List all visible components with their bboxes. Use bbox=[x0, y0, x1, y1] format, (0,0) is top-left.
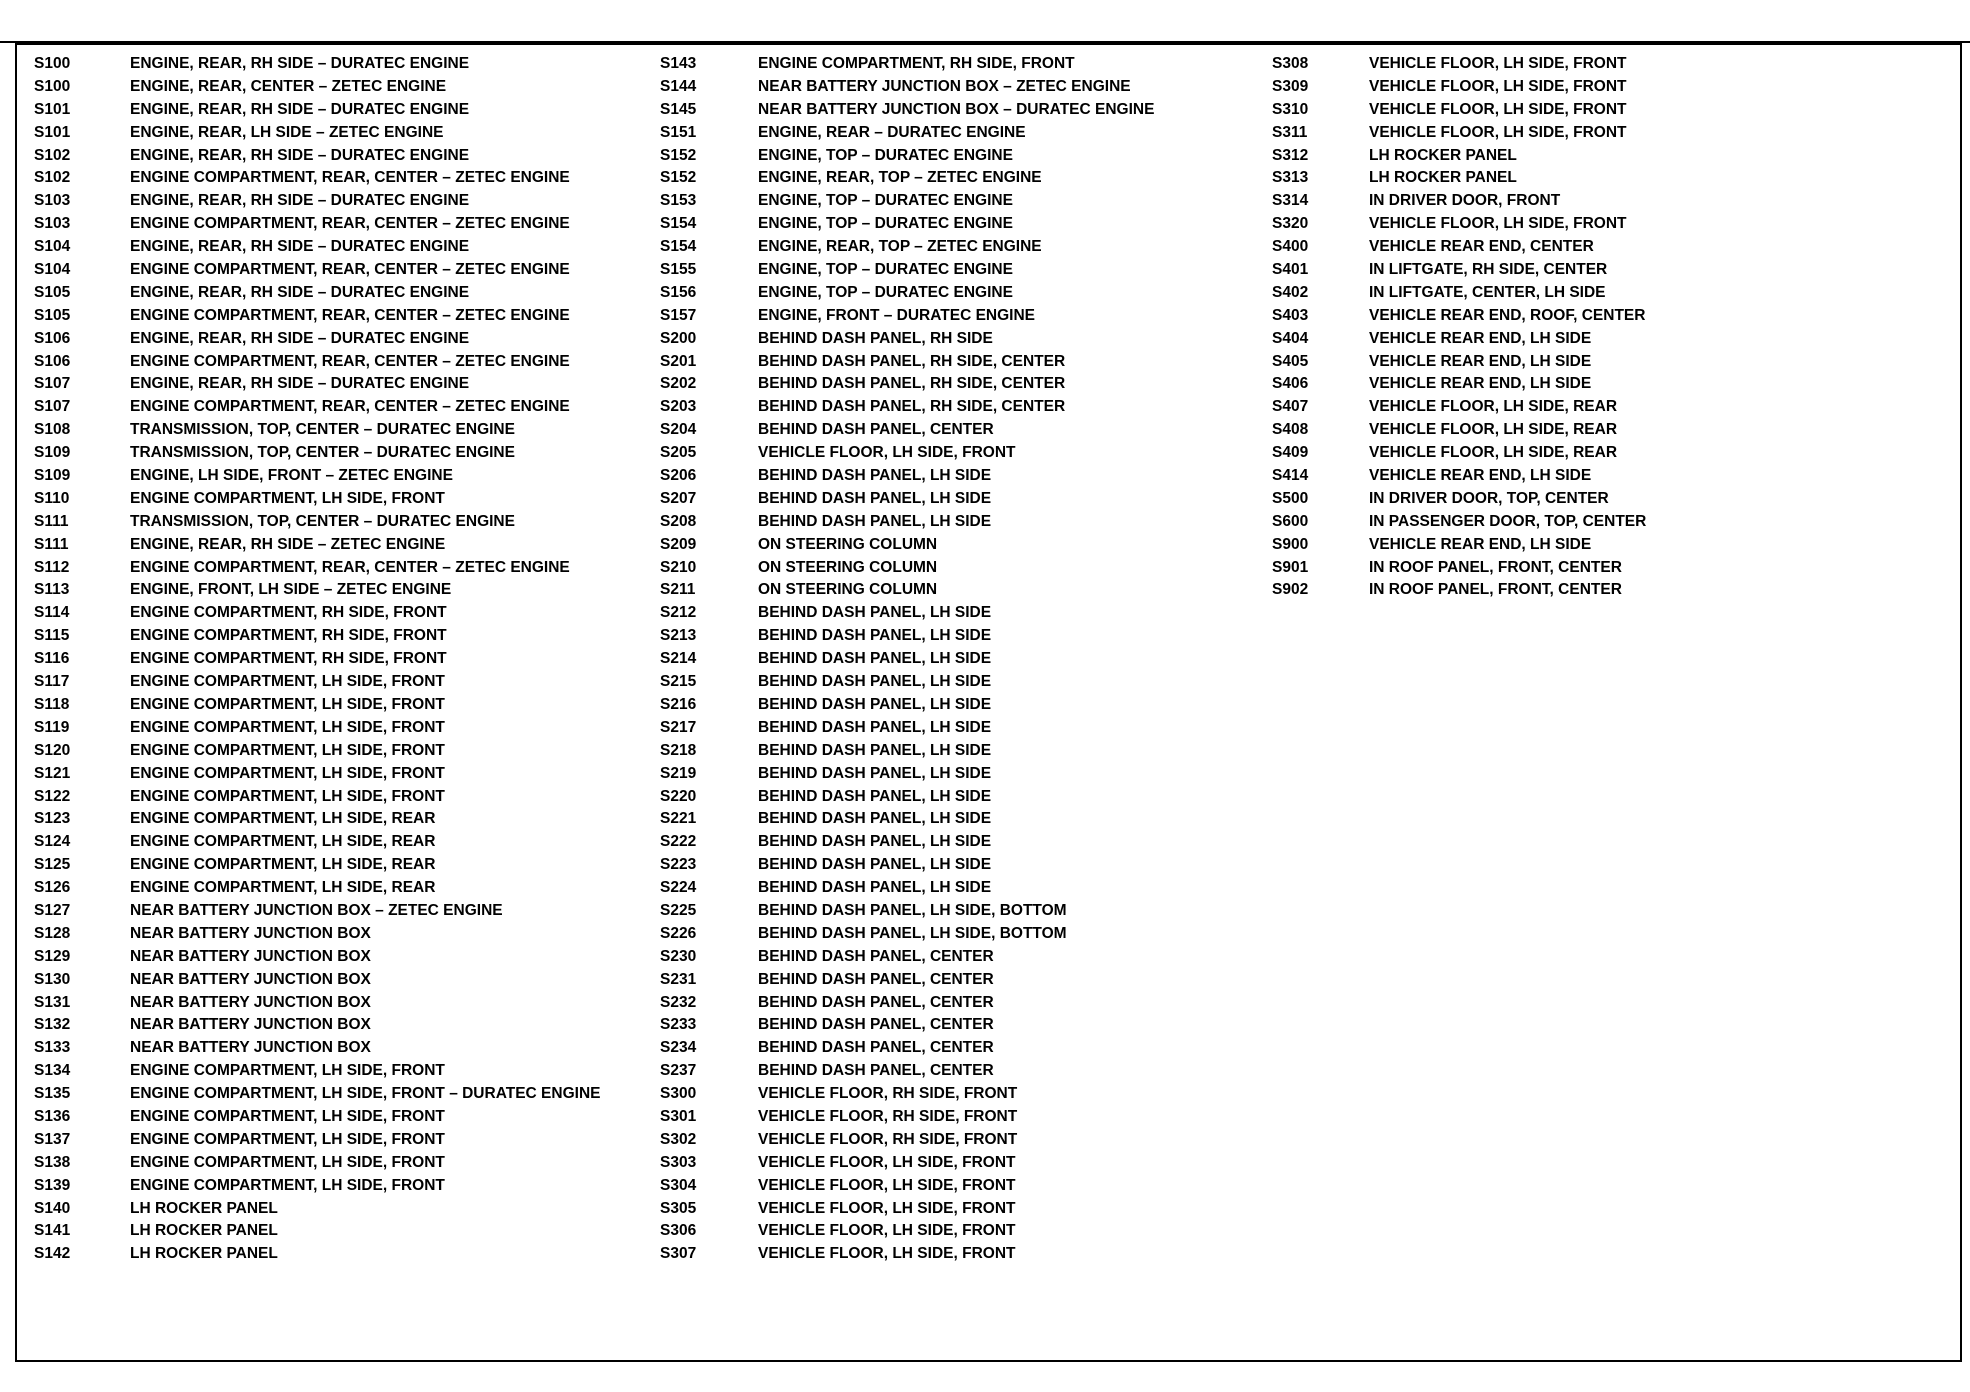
splice-location: ENGINE COMPARTMENT, REAR, CENTER – ZETEC ENGINE bbox=[130, 261, 570, 279]
splice-code: S225 bbox=[660, 901, 697, 919]
splice-code: S600 bbox=[1272, 512, 1309, 530]
splice-location: ENGINE COMPARTMENT, LH SIDE, FRONT bbox=[130, 673, 445, 691]
splice-code: S140 bbox=[34, 1199, 71, 1217]
splice-location: BEHIND DASH PANEL, LH SIDE bbox=[758, 673, 992, 691]
splice-location: ENGINE COMPARTMENT, LH SIDE, REAR bbox=[130, 833, 436, 851]
splice-code: S409 bbox=[1272, 444, 1309, 462]
splice-location: ENGINE, REAR, RH SIDE – DURATEC ENGINE bbox=[130, 192, 470, 210]
splice-location: VEHICLE REAR END, ROOF, CENTER bbox=[1369, 306, 1646, 324]
splice-location: ENGINE COMPARTMENT, LH SIDE, FRONT bbox=[130, 787, 445, 805]
splice-code: S312 bbox=[1272, 146, 1309, 164]
splice-location: BEHIND DASH PANEL, LH SIDE bbox=[758, 627, 992, 645]
splice-location: LH ROCKER PANEL bbox=[130, 1222, 278, 1240]
splice-code: S130 bbox=[34, 970, 71, 988]
splice-code: S203 bbox=[660, 398, 697, 416]
splice-location: ENGINE COMPARTMENT, REAR, CENTER – ZETEC ENGINE bbox=[130, 352, 570, 370]
splice-location: NEAR BATTERY JUNCTION BOX – ZETEC ENGINE bbox=[758, 77, 1131, 95]
splice-location: VEHICLE FLOOR, LH SIDE, FRONT bbox=[1369, 55, 1627, 72]
splice-code: S125 bbox=[34, 856, 71, 874]
splice-code: S220 bbox=[660, 787, 697, 805]
splice-location: ENGINE, TOP – DURATEC ENGINE bbox=[758, 261, 1013, 279]
splice-code: S131 bbox=[34, 993, 71, 1011]
splice-location: IN ROOF PANEL, FRONT, CENTER bbox=[1369, 581, 1622, 599]
splice-code: S215 bbox=[660, 673, 697, 691]
splice-code: S124 bbox=[34, 833, 71, 851]
splice-location: BEHIND DASH PANEL, LH SIDE bbox=[758, 879, 992, 897]
splice-code: S902 bbox=[1272, 581, 1309, 599]
splice-location: ENGINE COMPARTMENT, REAR, CENTER – ZETEC ENGINE bbox=[130, 169, 570, 187]
splice-code: S216 bbox=[660, 695, 697, 713]
splice-code: S218 bbox=[660, 741, 697, 759]
splice-location: LH ROCKER PANEL bbox=[1369, 146, 1517, 164]
splice-location: VEHICLE FLOOR, RH SIDE, FRONT bbox=[758, 1130, 1018, 1148]
splice-location: BEHIND DASH PANEL, RH SIDE bbox=[758, 329, 993, 347]
splice-location: NEAR BATTERY JUNCTION BOX bbox=[130, 993, 371, 1011]
splice-code: S234 bbox=[660, 1039, 697, 1057]
splice-code: S237 bbox=[660, 1062, 697, 1080]
splice-location: ENGINE COMPARTMENT, RH SIDE, FRONT bbox=[130, 604, 447, 622]
splice-code: S226 bbox=[660, 924, 697, 942]
splice-code: S111 bbox=[34, 512, 69, 530]
splice-code: S205 bbox=[660, 444, 697, 462]
splice-location: ENGINE, FRONT, LH SIDE – ZETEC ENGINE bbox=[130, 581, 452, 599]
splice-location: VEHICLE FLOOR, RH SIDE, FRONT bbox=[758, 1107, 1018, 1125]
splice-code: S231 bbox=[660, 970, 697, 988]
splice-code: S133 bbox=[34, 1039, 71, 1057]
splice-location: ENGINE COMPARTMENT, RH SIDE, FRONT bbox=[130, 627, 447, 645]
splice-location: BEHIND DASH PANEL, LH SIDE bbox=[758, 650, 992, 668]
splice-code: S101 bbox=[34, 100, 71, 118]
splice-location: ENGINE COMPARTMENT, LH SIDE, REAR bbox=[130, 856, 436, 874]
splice-location: VEHICLE FLOOR, LH SIDE, FRONT bbox=[1369, 215, 1627, 233]
splice-code: S212 bbox=[660, 604, 697, 622]
splice-location: ENGINE COMPARTMENT, LH SIDE, FRONT bbox=[130, 764, 445, 782]
splice-code: S118 bbox=[34, 695, 70, 713]
splice-code: S101 bbox=[34, 123, 71, 141]
splice-code: S500 bbox=[1272, 489, 1309, 507]
splice-code: S100 bbox=[34, 55, 71, 72]
splice-location: ENGINE, REAR – DURATEC ENGINE bbox=[758, 123, 1026, 141]
splice-location: BEHIND DASH PANEL, LH SIDE bbox=[758, 787, 992, 805]
splice-location: VEHICLE FLOOR, LH SIDE, FRONT bbox=[1369, 123, 1627, 141]
splice-code: S108 bbox=[34, 421, 71, 439]
splice-location: BEHIND DASH PANEL, LH SIDE, BOTTOM bbox=[758, 924, 1067, 942]
splice-location: VEHICLE FLOOR, LH SIDE, REAR bbox=[1369, 444, 1618, 462]
splice-code: S204 bbox=[660, 421, 697, 439]
splice-code: S142 bbox=[34, 1245, 71, 1263]
splice-code: S112 bbox=[34, 558, 70, 576]
splice-location: NEAR BATTERY JUNCTION BOX bbox=[130, 947, 371, 965]
splice-code: S109 bbox=[34, 444, 71, 462]
splice-code: S202 bbox=[660, 375, 697, 393]
splice-location: ENGINE COMPARTMENT, RH SIDE, FRONT bbox=[758, 55, 1075, 72]
splice-location: ENGINE COMPARTMENT, LH SIDE, FRONT bbox=[130, 1062, 445, 1080]
splice-location: BEHIND DASH PANEL, RH SIDE, CENTER bbox=[758, 352, 1066, 370]
splice-location: IN LIFTGATE, CENTER, LH SIDE bbox=[1369, 283, 1606, 301]
splice-code: S137 bbox=[34, 1130, 71, 1148]
splice-location: ENGINE COMPARTMENT, LH SIDE, REAR bbox=[130, 810, 436, 828]
splice-code: S102 bbox=[34, 169, 71, 187]
splice-code: S127 bbox=[34, 901, 71, 919]
splice-location: ENGINE COMPARTMENT, REAR, CENTER – ZETEC ENGINE bbox=[130, 398, 570, 416]
splice-location: BEHIND DASH PANEL, LH SIDE, BOTTOM bbox=[758, 901, 1067, 919]
splice-code: S308 bbox=[1272, 55, 1309, 72]
splice-code: S406 bbox=[1272, 375, 1309, 393]
splice-location: ENGINE COMPARTMENT, LH SIDE, FRONT bbox=[130, 741, 445, 759]
splice-location: IN ROOF PANEL, FRONT, CENTER bbox=[1369, 558, 1622, 576]
splice-code: S104 bbox=[34, 238, 71, 256]
splice-location: VEHICLE REAR END, LH SIDE bbox=[1369, 329, 1592, 347]
splice-code: S219 bbox=[660, 764, 697, 782]
splice-code: S154 bbox=[660, 215, 697, 233]
splice-location: VEHICLE REAR END, CENTER bbox=[1369, 238, 1594, 256]
splice-location: BEHIND DASH PANEL, RH SIDE, CENTER bbox=[758, 375, 1066, 393]
splice-location: VEHICLE FLOOR, LH SIDE, FRONT bbox=[758, 444, 1016, 462]
splice-code: S222 bbox=[660, 833, 697, 851]
splice-location: ENGINE, REAR, RH SIDE – DURATEC ENGINE bbox=[130, 100, 470, 118]
splice-code: S104 bbox=[34, 261, 71, 279]
splice-location: BEHIND DASH PANEL, LH SIDE bbox=[758, 810, 992, 828]
splice-code: S306 bbox=[660, 1222, 697, 1240]
splice-code: S134 bbox=[34, 1062, 71, 1080]
splice-location: VEHICLE FLOOR, LH SIDE, FRONT bbox=[758, 1199, 1016, 1217]
splice-location: BEHIND DASH PANEL, CENTER bbox=[758, 1039, 994, 1057]
splice-code: S400 bbox=[1272, 238, 1309, 256]
splice-code: S123 bbox=[34, 810, 71, 828]
splice-code: S114 bbox=[34, 604, 70, 622]
splice-code: S414 bbox=[1272, 467, 1309, 485]
splice-code: S404 bbox=[1272, 329, 1309, 347]
splice-location: BEHIND DASH PANEL, CENTER bbox=[758, 993, 994, 1011]
splice-code: S107 bbox=[34, 375, 71, 393]
splice-code: S154 bbox=[660, 238, 697, 256]
splice-location: ENGINE COMPARTMENT, LH SIDE, FRONT bbox=[130, 1107, 445, 1125]
splice-location: LH ROCKER PANEL bbox=[130, 1199, 278, 1217]
splice-location: ENGINE COMPARTMENT, LH SIDE, FRONT bbox=[130, 1176, 445, 1194]
splice-code: S126 bbox=[34, 879, 71, 897]
splice-location: VEHICLE REAR END, LH SIDE bbox=[1369, 375, 1592, 393]
splice-code: S151 bbox=[660, 123, 697, 141]
splice-code: S314 bbox=[1272, 192, 1309, 210]
splice-code: S310 bbox=[1272, 100, 1309, 118]
splice-location: ENGINE COMPARTMENT, LH SIDE, FRONT bbox=[130, 695, 445, 713]
splice-location: IN DRIVER DOOR, TOP, CENTER bbox=[1369, 489, 1609, 507]
splice-location: BEHIND DASH PANEL, LH SIDE bbox=[758, 764, 992, 782]
splice-code: S311 bbox=[1272, 123, 1308, 141]
splice-code: S117 bbox=[34, 673, 70, 691]
splice-location: VEHICLE FLOOR, LH SIDE, FRONT bbox=[758, 1153, 1016, 1171]
splice-location: ENGINE, REAR, RH SIDE – DURATEC ENGINE bbox=[130, 329, 470, 347]
splice-location: BEHIND DASH PANEL, LH SIDE bbox=[758, 833, 992, 851]
splice-code: S120 bbox=[34, 741, 71, 759]
splice-location: BEHIND DASH PANEL, CENTER bbox=[758, 970, 994, 988]
splice-location: ENGINE COMPARTMENT, LH SIDE, FRONT bbox=[130, 1153, 445, 1171]
splice-code: S138 bbox=[34, 1153, 71, 1171]
splice-location: IN DRIVER DOOR, FRONT bbox=[1369, 192, 1561, 210]
splice-code: S309 bbox=[1272, 77, 1309, 95]
splice-code: S106 bbox=[34, 329, 71, 347]
splice-code: S301 bbox=[660, 1107, 697, 1125]
splice-location: ENGINE, REAR, RH SIDE – ZETEC ENGINE bbox=[130, 535, 446, 553]
splice-location: ENGINE, TOP – DURATEC ENGINE bbox=[758, 215, 1013, 233]
splice-location: ENGINE COMPARTMENT, REAR, CENTER – ZETEC ENGINE bbox=[130, 306, 570, 324]
splice-location: ENGINE, REAR, RH SIDE – DURATEC ENGINE bbox=[130, 238, 470, 256]
splice-location: LH ROCKER PANEL bbox=[130, 1245, 278, 1263]
splice-location: BEHIND DASH PANEL, CENTER bbox=[758, 1062, 994, 1080]
splice-code: S129 bbox=[34, 947, 71, 965]
splice-code: S141 bbox=[34, 1222, 71, 1240]
splice-location: VEHICLE FLOOR, LH SIDE, FRONT bbox=[758, 1222, 1016, 1240]
splice-code: S209 bbox=[660, 535, 697, 553]
splice-code: S119 bbox=[34, 718, 70, 736]
splice-location: BEHIND DASH PANEL, RH SIDE, CENTER bbox=[758, 398, 1066, 416]
splice-code: S153 bbox=[660, 192, 697, 210]
splice-location: NEAR BATTERY JUNCTION BOX – DURATEC ENGINE bbox=[758, 100, 1155, 118]
splice-code: S211 bbox=[660, 581, 696, 599]
splice-location: ENGINE, FRONT – DURATEC ENGINE bbox=[758, 306, 1036, 324]
splice-location: ENGINE, REAR, RH SIDE – DURATEC ENGINE bbox=[130, 55, 470, 72]
splice-location: ENGINE, REAR, CENTER – ZETEC ENGINE bbox=[130, 77, 447, 95]
splice-code: S103 bbox=[34, 192, 71, 210]
splice-location: BEHIND DASH PANEL, LH SIDE bbox=[758, 856, 992, 874]
splice-code: S217 bbox=[660, 718, 697, 736]
splice-code: S110 bbox=[34, 489, 70, 507]
splice-location: ON STEERING COLUMN bbox=[758, 535, 938, 553]
splice-location: BEHIND DASH PANEL, LH SIDE bbox=[758, 604, 992, 622]
splice-location: ON STEERING COLUMN bbox=[758, 558, 938, 576]
splice-location: ENGINE COMPARTMENT, RH SIDE, FRONT bbox=[130, 650, 447, 668]
splice-location: ENGINE, REAR, LH SIDE – ZETEC ENGINE bbox=[130, 123, 444, 141]
splice-code: S113 bbox=[34, 581, 70, 599]
splice-code: S233 bbox=[660, 1016, 697, 1034]
splice-location: NEAR BATTERY JUNCTION BOX bbox=[130, 1016, 371, 1034]
splice-code: S210 bbox=[660, 558, 697, 576]
splice-location: VEHICLE FLOOR, LH SIDE, FRONT bbox=[1369, 77, 1627, 95]
splice-code: S223 bbox=[660, 856, 697, 874]
splice-code: S128 bbox=[34, 924, 71, 942]
splice-location: ENGINE, REAR, TOP – ZETEC ENGINE bbox=[758, 238, 1042, 256]
splice-code: S111 bbox=[34, 535, 69, 553]
splice-code: S116 bbox=[34, 650, 70, 668]
splice-code: S320 bbox=[1272, 215, 1309, 233]
splice-code: S232 bbox=[660, 993, 697, 1011]
splice-code: S100 bbox=[34, 77, 71, 95]
splice-location: VEHICLE REAR END, LH SIDE bbox=[1369, 467, 1592, 485]
splice-code: S139 bbox=[34, 1176, 71, 1194]
splice-code: S105 bbox=[34, 306, 71, 324]
splice-code: S304 bbox=[660, 1176, 697, 1194]
splice-code: S135 bbox=[34, 1085, 71, 1103]
splice-code: S152 bbox=[660, 146, 697, 164]
splice-code: S303 bbox=[660, 1153, 697, 1171]
splice-code: S208 bbox=[660, 512, 697, 530]
splice-code: S122 bbox=[34, 787, 71, 805]
splice-code: S106 bbox=[34, 352, 71, 370]
splice-code: S103 bbox=[34, 215, 71, 233]
splice-code: S900 bbox=[1272, 535, 1309, 553]
splice-location: VEHICLE FLOOR, RH SIDE, FRONT bbox=[758, 1085, 1018, 1103]
splice-code: S402 bbox=[1272, 283, 1309, 301]
splice-location: TRANSMISSION, TOP, CENTER – DURATEC ENGINE bbox=[130, 512, 515, 530]
splice-code: S156 bbox=[660, 283, 697, 301]
splice-code: S403 bbox=[1272, 306, 1309, 324]
splice-code: S152 bbox=[660, 169, 697, 187]
splice-location: IN PASSENGER DOOR, TOP, CENTER bbox=[1369, 512, 1647, 530]
splice-location: NEAR BATTERY JUNCTION BOX – ZETEC ENGINE bbox=[130, 901, 503, 919]
splice-location: IN LIFTGATE, RH SIDE, CENTER bbox=[1369, 261, 1608, 279]
splice-code: S207 bbox=[660, 489, 697, 507]
splice-location: VEHICLE FLOOR, LH SIDE, FRONT bbox=[758, 1176, 1016, 1194]
splice-code: S136 bbox=[34, 1107, 71, 1125]
splice-code: S302 bbox=[660, 1130, 697, 1148]
splice-code: S401 bbox=[1272, 261, 1309, 279]
splice-location: ON STEERING COLUMN bbox=[758, 581, 938, 599]
splice-location: TRANSMISSION, TOP, CENTER – DURATEC ENGINE bbox=[130, 421, 515, 439]
splice-code: S157 bbox=[660, 306, 697, 324]
splice-location: ENGINE COMPARTMENT, LH SIDE, FRONT bbox=[130, 718, 445, 736]
splice-location: BEHIND DASH PANEL, LH SIDE bbox=[758, 718, 992, 736]
splice-location: TRANSMISSION, TOP, CENTER – DURATEC ENGINE bbox=[130, 444, 515, 462]
splice-code: S105 bbox=[34, 283, 71, 301]
splice-code: S213 bbox=[660, 627, 697, 645]
splice-location: VEHICLE FLOOR, LH SIDE, FRONT bbox=[1369, 100, 1627, 118]
splice-location: BEHIND DASH PANEL, LH SIDE bbox=[758, 741, 992, 759]
splice-location: ENGINE COMPARTMENT, LH SIDE, REAR bbox=[130, 879, 436, 897]
splice-location: LH ROCKER PANEL bbox=[1369, 169, 1517, 187]
splice-location: ENGINE COMPARTMENT, LH SIDE, FRONT – DURATEC ENGINE bbox=[130, 1085, 601, 1103]
splice-location: ENGINE COMPARTMENT, REAR, CENTER – ZETEC ENGINE bbox=[130, 215, 570, 233]
splice-code: S901 bbox=[1272, 558, 1309, 576]
splice-code: S313 bbox=[1272, 169, 1309, 187]
splice-location: BEHIND DASH PANEL, CENTER bbox=[758, 421, 994, 439]
splice-location: ENGINE COMPARTMENT, REAR, CENTER – ZETEC ENGINE bbox=[130, 558, 570, 576]
splice-code: S143 bbox=[660, 55, 697, 72]
splice-code: S214 bbox=[660, 650, 697, 668]
splice-code: S132 bbox=[34, 1016, 71, 1034]
splice-code: S224 bbox=[660, 879, 697, 897]
splice-location: VEHICLE FLOOR, LH SIDE, FRONT bbox=[758, 1245, 1016, 1263]
splice-location: ENGINE, REAR, TOP – ZETEC ENGINE bbox=[758, 169, 1042, 187]
splice-location: BEHIND DASH PANEL, LH SIDE bbox=[758, 467, 992, 485]
splice-code: S300 bbox=[660, 1085, 697, 1103]
splice-code: S407 bbox=[1272, 398, 1309, 416]
splice-location: NEAR BATTERY JUNCTION BOX bbox=[130, 970, 371, 988]
splice-code: S155 bbox=[660, 261, 697, 279]
splice-location: ENGINE, TOP – DURATEC ENGINE bbox=[758, 283, 1013, 301]
splice-code: S115 bbox=[34, 627, 70, 645]
splice-location: ENGINE, TOP – DURATEC ENGINE bbox=[758, 192, 1013, 210]
splice-location: BEHIND DASH PANEL, CENTER bbox=[758, 1016, 994, 1034]
splice-location: ENGINE COMPARTMENT, LH SIDE, FRONT bbox=[130, 489, 445, 507]
splice-location: VEHICLE FLOOR, LH SIDE, REAR bbox=[1369, 421, 1618, 439]
splice-location: VEHICLE REAR END, LH SIDE bbox=[1369, 352, 1592, 370]
splice-location: ENGINE, REAR, RH SIDE – DURATEC ENGINE bbox=[130, 375, 470, 393]
splice-location: BEHIND DASH PANEL, LH SIDE bbox=[758, 489, 992, 507]
splice-location: VEHICLE REAR END, LH SIDE bbox=[1369, 535, 1592, 553]
splice-location: BEHIND DASH PANEL, LH SIDE bbox=[758, 695, 992, 713]
splice-code: S145 bbox=[660, 100, 697, 118]
splice-location: BEHIND DASH PANEL, CENTER bbox=[758, 947, 994, 965]
splice-code: S206 bbox=[660, 467, 697, 485]
splice-location: ENGINE, TOP – DURATEC ENGINE bbox=[758, 146, 1013, 164]
splice-location: ENGINE, LH SIDE, FRONT – ZETEC ENGINE bbox=[130, 467, 453, 485]
splice-code: S405 bbox=[1272, 352, 1309, 370]
splice-location: NEAR BATTERY JUNCTION BOX bbox=[130, 1039, 371, 1057]
splice-location: ENGINE, REAR, RH SIDE – DURATEC ENGINE bbox=[130, 146, 470, 164]
splice-location: ENGINE, REAR, RH SIDE – DURATEC ENGINE bbox=[130, 283, 470, 301]
splice-code: S200 bbox=[660, 329, 697, 347]
splice-location: BEHIND DASH PANEL, LH SIDE bbox=[758, 512, 992, 530]
splice-code: S144 bbox=[660, 77, 697, 95]
splice-code: S221 bbox=[660, 810, 697, 828]
splice-code: S408 bbox=[1272, 421, 1309, 439]
splice-code: S201 bbox=[660, 352, 697, 370]
splice-code: S307 bbox=[660, 1245, 697, 1263]
splice-code: S305 bbox=[660, 1199, 697, 1217]
splice-code: S107 bbox=[34, 398, 71, 416]
splice-code: S109 bbox=[34, 467, 71, 485]
splice-code: S230 bbox=[660, 947, 697, 965]
splice-location: ENGINE COMPARTMENT, LH SIDE, FRONT bbox=[130, 1130, 445, 1148]
splice-location: VEHICLE FLOOR, LH SIDE, REAR bbox=[1369, 398, 1618, 416]
splice-location: NEAR BATTERY JUNCTION BOX bbox=[130, 924, 371, 942]
splice-code: S121 bbox=[34, 764, 71, 782]
splice-code: S102 bbox=[34, 146, 71, 164]
